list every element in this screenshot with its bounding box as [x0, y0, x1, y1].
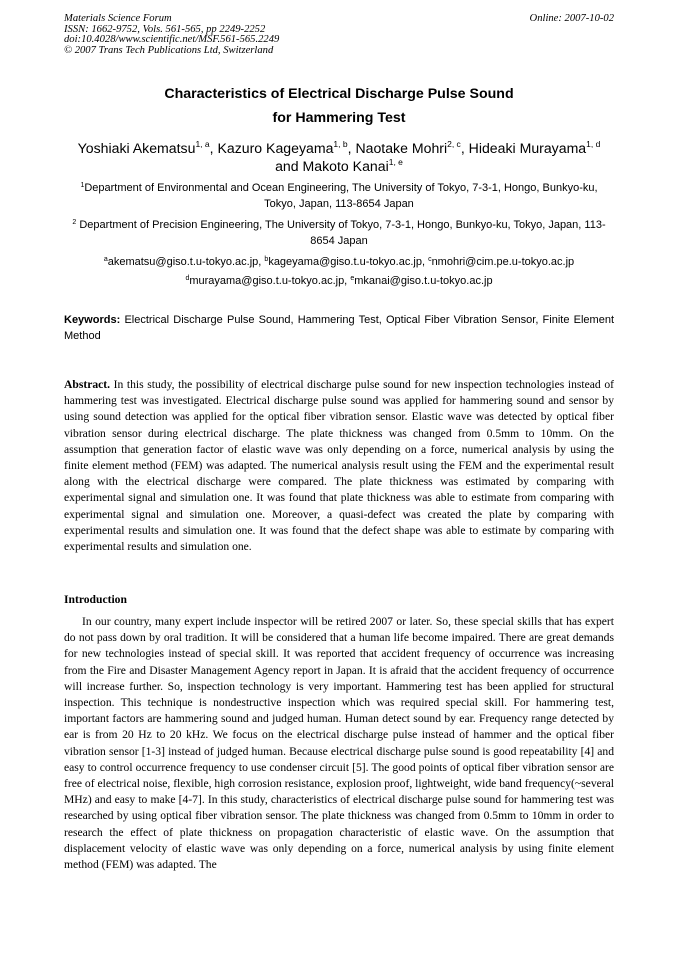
email-mark: b	[264, 256, 269, 263]
author-list: Yoshiaki Akematsu$^{1, a}$, Kazuro Kageyama$^{1, b}$, Naotake Mohri$^{2, c}$, Hideaki Murayama$^{1, d}$ and Makoto Kanai$^{1, e}$	[77, 139, 601, 174]
email-address[interactable]: akematsu@giso.t.u-tokyo.ac.jp,	[107, 256, 262, 268]
paper-title	[64, 82, 614, 130]
abstract-text: In this study, the possibility of electrical discharge pulse sound for new inspection technologies instead of hammering test was investigated. Electrical discharge pulse sound was applied for hammering sound and sensor by using sound detection was applied for the optical fiber vibration sensor. Elastic wave was detected by optical fiber vibration sensor during electrical discharge. The plate thickness was changed from 0.5mm to 10mm. On the assumption that generation factor of elastic wave was only depending on a force, numerical analysis by using the finite element method (FEM) was adapted. The numerical analysis result using the FEM and the experimental result along with the electrical discharge were compared. The plate thickness was estimated by comparing with experimental signal and simulation one. It was found that plate thickness was able to estimate from comparing with experimental signal and simulation one. Moreover, a quasi-defect was created the plate by comparing with experimental results and simulation one. It was found that the defect shape was able to estimate by comparing with experimental results and simulation one.	[64, 378, 614, 554]
email-mark: d	[185, 275, 190, 282]
online-date: Online: 2007-10-02	[529, 13, 614, 24]
email-line-1	[64, 255, 614, 271]
author-name: Kazuro Kageyama	[217, 140, 334, 156]
introduction-text: In our country, many expert include inspector will be retired 2007 or later. So, these special skills that has expert do not pass down by oral tradition. It will be considered that a human life become impaired. There are great demands for new technologies instead of special skill. It was reported that accident frequency of occurrence was increasing from the Fire and Disaster Management Agency report in Japan. It is afraid that the accident frequency of occurrence will increase further. So, inspection technology is very important. Hammering test has been applied for structural inspection. This technique is nondestructive inspection which was required special skill. For hammering test, important factors are hammering sound and judged human. Human detect sound by ear. Frequency range detected by ear is from 20 Hz to 20 kHz. We focus on the electrical discharge pulse instead of hammer and the optical fiber vibration sensor [1-3] instead of judged human. Because electrical discharge pulse sound is good repeatability [4] and easy to control occurrence frequency to use condenser circuit [5]. The good points of optical fiber vibration sensor are free of electrical noise, flexible, high corrosion resistance, explosion proof, lightweight, wide band frequency(~several MHz) and easy to make [4-7]. In this study, characteristics of electrical discharge pulse sound for hammering test was researched by using optical fiber vibration sensor. The plate thickness was changed from 0.5mm to 10mm in order to research the effect of plate thickness on propagation characteristic of elastic wave. On the assumption that displacement velocity of elastic wave was only depending on a force, numerical analysis by using finite element method (FEM) was adapted. The	[64, 615, 614, 872]
email-address[interactable]: mkanai@giso.t.u-tokyo.ac.jp	[354, 275, 493, 287]
author-name: Hideaki Murayama	[468, 140, 587, 156]
affiliation-2	[64, 218, 614, 249]
email-mark: e	[350, 275, 355, 282]
keywords-section	[64, 313, 614, 344]
journal-name: Materials Science Forum	[64, 13, 172, 24]
affiliation-mark: 1	[80, 182, 85, 189]
keywords-label: Keywords:	[64, 314, 121, 326]
email-mark: c	[428, 256, 432, 263]
author-affil-mark: 2, c	[447, 139, 461, 149]
email-line-2	[64, 274, 614, 290]
issn-line: ISSN: 1662-9752, Vols. 561-565, pp 2249-2252	[64, 23, 266, 35]
abstract-label: Abstract.	[64, 378, 111, 391]
email-address[interactable]: kageyama@giso.t.u-tokyo.ac.jp,	[268, 256, 425, 268]
title-line-1: Characteristics of Electrical Discharge Pulse Sound	[164, 86, 514, 102]
author-name: Yoshiaki Akematsu	[77, 140, 196, 156]
doi-line: doi:10.4028/www.scientific.net/MSF.561-565.2249	[64, 34, 280, 46]
abstract-section	[64, 377, 614, 555]
affiliation-text: Department of Precision Engineering, The University of Tokyo, 7-3-1, Hongo, Bunkyo-ku, Tokyo, Japan, 113-8654 Japan	[79, 219, 606, 247]
journal-header	[64, 14, 464, 56]
keywords-text: Electrical Discharge Pulse Sound, Hammering Test, Optical Fiber Vibration Sensor, Finite Element Method	[64, 314, 615, 342]
author-affil-mark: 1, a	[195, 139, 210, 149]
email-address[interactable]: murayama@giso.t.u-tokyo.ac.jp,	[189, 275, 348, 287]
copyright-line: © 2007 Trans Tech Publications Ltd, Switzerland	[64, 44, 274, 56]
title-line-2: for Hammering Test	[272, 110, 406, 126]
author-name: Naotake Mohri	[355, 140, 448, 156]
author-name: Makoto Kanai	[302, 158, 389, 174]
affiliation-1	[64, 181, 614, 212]
author-affil-mark: 1, d	[586, 139, 601, 149]
affiliation-text: Department of Environmental and Ocean Engineering, The University of Tokyo, 7-3-1, Hongo, Bunkyo-ku, Tokyo, Japan, 113-8654 Japan	[84, 182, 598, 210]
introduction-heading: Introduction	[64, 593, 127, 606]
author-affil-mark: 1, e	[388, 157, 403, 167]
email-mark: a	[103, 256, 108, 263]
author-affil-mark: 1, b	[333, 139, 348, 149]
email-address[interactable]: nmohri@cim.pe.u-tokyo.ac.jp	[431, 256, 575, 268]
affiliation-mark: 2	[72, 219, 77, 226]
